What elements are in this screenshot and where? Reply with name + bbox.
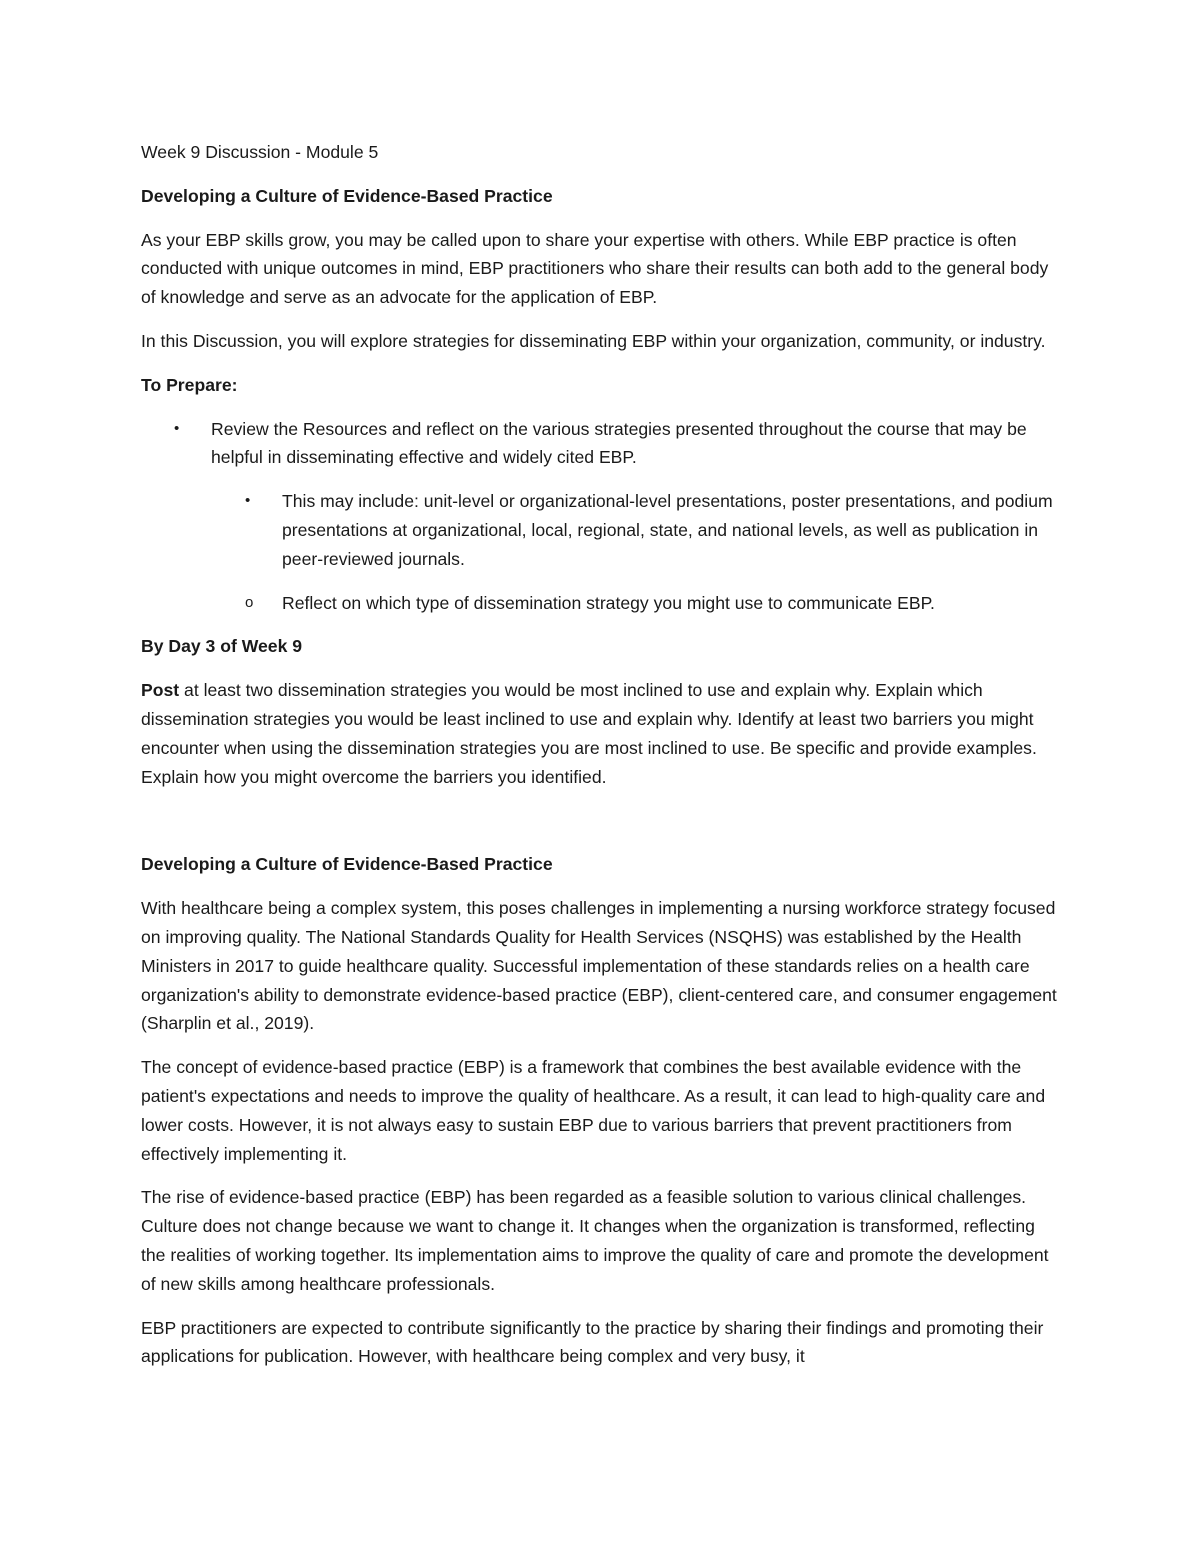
document-page [141,138,1061,1386]
bullet-text: Reflect on which type of dissemination strategy you might use to communicate EBP. [282,592,935,613]
answer-paragraph-2: The concept of evidence-based practice (EBP) is a framework that combines the best available evidence with the patient's expectations and needs to improve the quality of healthcare. As a result, it can lead to high-quality care and lower costs. However, it is not always easy to sustain EBP due to various barriers that prevent practitioners from effectively implementing it. [141,1057,1046,1164]
bullet-text: This may include: unit-level or organizational-level presentations, poster presentations, and podium presentations at organizational, local, regional, state, and national levels, as well as publication in peer-reviewed journals. [282,491,1053,569]
assignment-heading: By Day 3 of Week 9 [141,636,303,657]
prepare-bullet-2 [141,487,1061,573]
document-title: Week 9 Discussion - Module 5 [141,142,379,162]
answer-paragraph-3: The rise of evidence-based practice (EBP) has been regarded as a feasible solution to various clinical challenges. Culture does not change because we want to change it. It changes when the organization is transformed, reflecting the realities of working together. Its implementation aims to improve the quality of care and promote the development of new skills among healthcare professionals. [141,1187,1049,1294]
circle-marker: o [245,593,254,611]
intro-paragraph-2: In this Discussion, you will explore strategies for disseminating EBP within your organization, community, or industry. [141,330,1046,351]
blank-space [141,806,1061,850]
prepare-bullet-3 [141,589,1061,618]
answer-paragraph-4: EBP practitioners are expected to contribute significantly to the practice by sharing their findings and promoting their applications for publication. However, with healthcare being complex and very busy, it [141,1317,1044,1367]
post-keyword: Post [141,680,180,701]
prepare-bullet-1 [141,415,1061,473]
answer-heading: Developing a Culture of Evidence-Based Practice [141,854,553,875]
intro-paragraph-1: As your EBP skills grow, you may be called upon to share your expertise with others. While EBP practice is often conducted with unique outcomes in mind, EBP practitioners who share their results can both add to the general body of knowledge and serve as an advocate for the application of EBP. [141,229,1049,308]
bullet-text: Review the Resources and reflect on the various strategies presented throughout the course that may be helpful in disseminating effective and widely cited EBP. [211,418,1027,468]
bullet-marker: • [245,492,251,510]
assignment-paragraph [141,676,1061,791]
answer-paragraph-1: With healthcare being a complex system, this poses challenges in implementing a nursing workforce strategy focused on improving quality. The National Standards Quality for Health Services (NSQHS) was established by the Health Ministers in 2017 to guide healthcare quality. Successful implementation of these standards relies on a health care organization's ability to demonstrate evidence-based practice (EBP), client-centered care, and consumer engagement (Sharplin et al., 2019). [141,898,1057,1034]
prepare-heading: To Prepare: [141,374,238,395]
assignment-text: at least two dissemination strategies you would be most inclined to use and explain why. Explain which dissemination strategies you would be least inclined to use and explain why. Identify at least two barriers you might encounter when using the dissemination strategies you are most inclined to use. Be specific and provide examples. Explain how you might overcome the barriers you identified. [141,680,1037,787]
section-heading: Developing a Culture of Evidence-Based Practice [141,185,553,206]
bullet-marker: • [174,419,180,437]
